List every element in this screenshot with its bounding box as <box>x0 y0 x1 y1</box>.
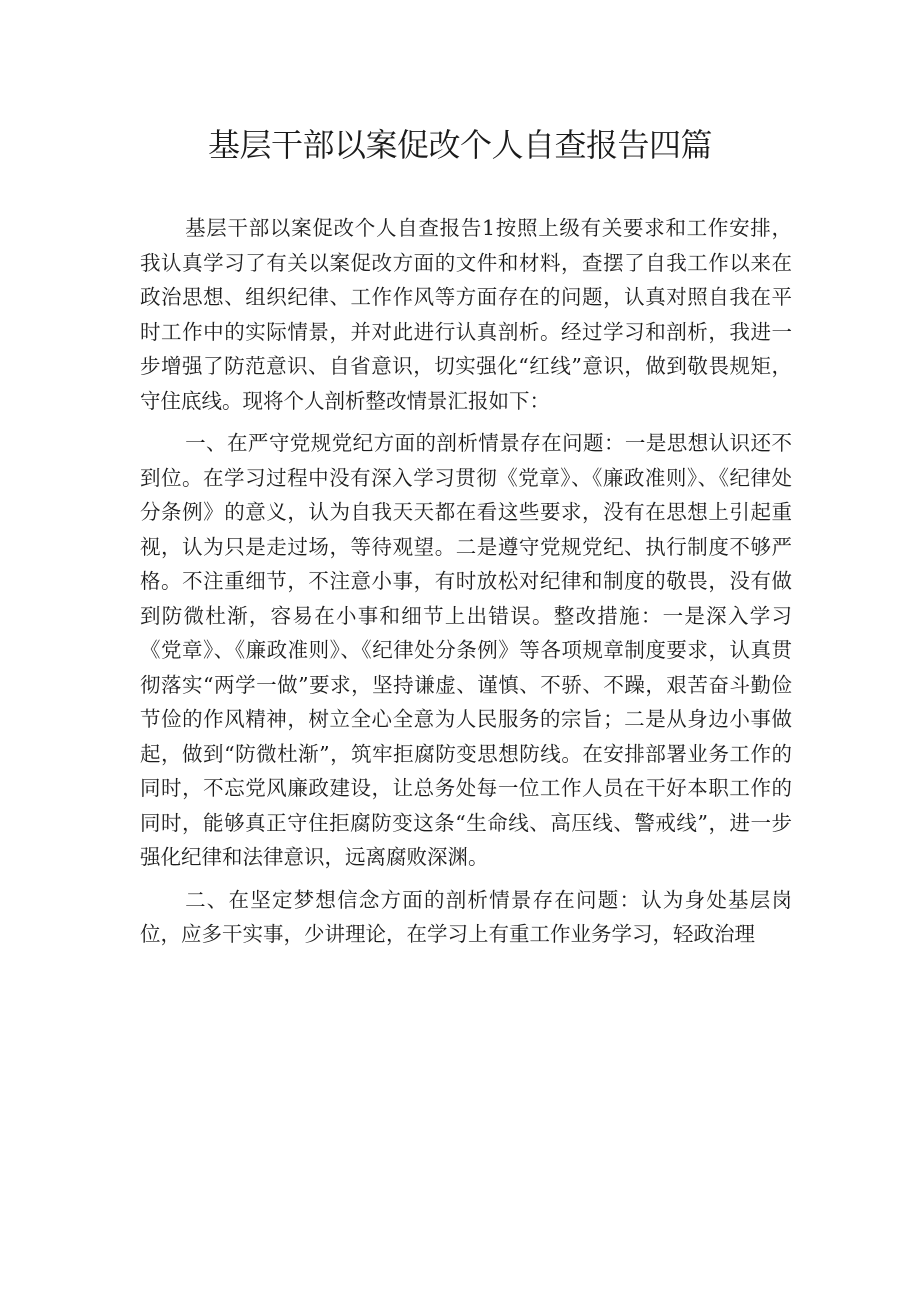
document-body <box>140 211 792 952</box>
paragraph-section-2: 二、在坚定梦想信念方面的剖析情景存在问题：认为身处基层岗位，应多干实事，少讲理论，在学习上有重工作业务学习，轻政治理 <box>140 887 792 946</box>
document-title: 基层干部以案促改个人自查报告四篇 <box>207 126 712 164</box>
paragraph-section-1: 一、在严守党规党纪方面的剖析情景存在问题：一是思想认识还不到位。在学习过程中没有深入学习贯彻《党章》、《廉政准则》、《纪律处分条例》的意义，认为自我天天都在看这些要求，没有在思想上引起重视，认为只是走过场，等待观望。二是遵守党规党纪、执行制度不够严格。不注重细节，不注意小事，有时放松对纪律和制度的敬畏，没有做到防微杜渐，容易在小事和细节上出错误。整改措施：一是深入学习《党章》、《廉政准则》、《纪律处分条例》等各项规章制度要求，认真贯彻落实“两学一做”要求，坚持谦虚、谨慎、不骄、不躁，艰苦奋斗勤俭节俭的作风精神，树立全心全意为人民服务的宗旨；二是从身边小事做起，做到“防微杜渐”，筑牢拒腐防变思想防线。在安排部署业务工作的同时，不忘党风廉政建设，让总务处每一位工作人员在干好本职工作的同时，能够真正守住拒腐防变这条“生命线、高压线、警戒线”，进一步强化纪律和法律意识，远离腐败深渊。 <box>140 431 792 869</box>
paragraph-intro: 基层干部以案促改个人自查报告1按照上级有关要求和工作安排，我认真学习了有关以案促改方面的文件和材料，查摆了自我工作以来在政治思想、组织纪律、工作作风等方面存在的问题，认真对照自我在平时工作中的实际情景，并对此进行认真剖析。经过学习和剖析，我进一步增强了防范意识、自省意识，切实强化“红线”意识，做到敬畏规矩，守住底线。现将个人剖析整改情景汇报如下： <box>140 216 792 413</box>
